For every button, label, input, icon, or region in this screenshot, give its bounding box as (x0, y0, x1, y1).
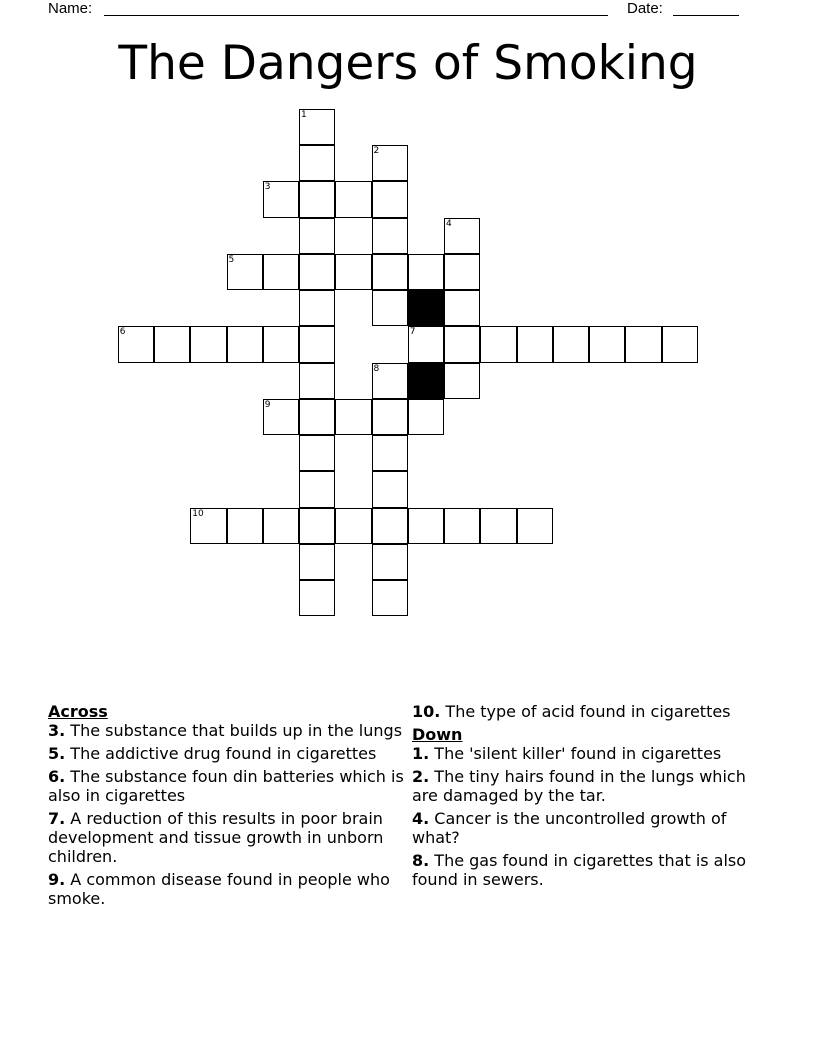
clue-item (48, 721, 408, 740)
grid-cell[interactable] (299, 290, 335, 326)
grid-cell[interactable] (299, 435, 335, 471)
clue-item (412, 809, 762, 847)
grid-cell[interactable] (408, 399, 444, 435)
grid-cell[interactable] (408, 326, 444, 362)
clue-item-number: 1. (412, 744, 430, 763)
date-label: Date: (627, 0, 663, 17)
grid-cell[interactable] (335, 399, 371, 435)
clue-number: 10 (192, 508, 204, 519)
black-square (408, 290, 444, 326)
clue-item-text: Cancer is the uncontrolled growth of what? (412, 809, 727, 847)
grid-cell[interactable] (480, 326, 516, 362)
clue-item (412, 767, 762, 805)
clue-item (412, 702, 762, 721)
grid-cell[interactable] (299, 363, 335, 399)
across-heading: Across (48, 702, 108, 721)
grid-cell[interactable] (299, 580, 335, 616)
grid-cell[interactable] (444, 508, 480, 544)
grid-cell[interactable] (589, 326, 625, 362)
grid-cell[interactable] (263, 508, 299, 544)
down-heading: Down (412, 725, 463, 744)
clue-item-text: The gas found in cigarettes that is also found in sewers. (412, 851, 747, 889)
grid-cell[interactable] (625, 326, 661, 362)
grid-cell[interactable] (444, 218, 480, 254)
grid-cell[interactable] (517, 508, 553, 544)
clue-item-text: The type of acid found in cigarettes (440, 702, 731, 721)
grid-cell[interactable] (299, 508, 335, 544)
grid-cell[interactable] (299, 254, 335, 290)
clue-item (412, 851, 762, 889)
grid-cell[interactable] (263, 399, 299, 435)
grid-cell[interactable] (372, 290, 408, 326)
grid-cell[interactable] (299, 218, 335, 254)
clue-number: 9 (264, 399, 271, 410)
grid-cell[interactable] (372, 145, 408, 181)
grid-cell[interactable] (662, 326, 698, 362)
clue-item-number: 9. (48, 870, 66, 889)
clue-item (48, 744, 408, 763)
grid-cell[interactable] (118, 326, 154, 362)
clue-item-number: 2. (412, 767, 430, 786)
grid-cell[interactable] (335, 508, 371, 544)
grid-cell[interactable] (190, 508, 226, 544)
grid-cell[interactable] (299, 544, 335, 580)
grid-cell[interactable] (372, 471, 408, 507)
clue-item (48, 767, 408, 805)
down-clue-list (412, 744, 762, 889)
clue-number: 6 (119, 327, 126, 338)
clue-item (48, 809, 408, 866)
grid-cell[interactable] (299, 399, 335, 435)
clue-number: 8 (373, 363, 380, 374)
grid-cell[interactable] (480, 508, 516, 544)
grid-cell[interactable] (227, 508, 263, 544)
grid-cell[interactable] (299, 145, 335, 181)
clue-item-text: The substance that builds up in the lungs (65, 721, 403, 740)
down-clues (412, 702, 762, 893)
grid-cell[interactable] (154, 326, 190, 362)
grid-cell[interactable] (299, 471, 335, 507)
grid-cell[interactable] (372, 399, 408, 435)
clue-number: 3 (264, 182, 271, 193)
clue-item-text: The tiny hairs found in the lungs which are damaged by the tar. (412, 767, 746, 805)
grid-cell[interactable] (372, 435, 408, 471)
clue-item-text: The addictive drug found in cigarettes (65, 744, 377, 763)
across-clue-list (48, 721, 408, 908)
grid-cell[interactable] (372, 218, 408, 254)
clue-number: 7 (409, 327, 416, 338)
grid-cell[interactable] (444, 326, 480, 362)
across-clue-list-continued (412, 702, 762, 721)
clue-item-text: The substance foun din batteries which is also in cigarettes (48, 767, 404, 805)
grid-cell[interactable] (372, 363, 408, 399)
clue-item-number: 7. (48, 809, 66, 828)
grid-cell[interactable] (335, 181, 371, 217)
clue-item-number: 4. (412, 809, 430, 828)
grid-cell[interactable] (408, 254, 444, 290)
black-square (408, 363, 444, 399)
grid-cell[interactable] (372, 508, 408, 544)
grid-cell[interactable] (372, 254, 408, 290)
clue-item-number: 10. (412, 702, 441, 721)
grid-cell[interactable] (372, 580, 408, 616)
clue-item (412, 744, 762, 763)
clue-item (48, 870, 408, 908)
name-label: Name: (48, 0, 93, 17)
clue-item-text: A common disease found in people who smoke. (48, 870, 390, 908)
grid-cell[interactable] (190, 326, 226, 362)
across-clues (48, 702, 408, 912)
clue-item-text: A reduction of this results in poor brain development and tissue growth in unborn children. (48, 809, 384, 866)
grid-cell[interactable] (299, 181, 335, 217)
clue-item-number: 8. (412, 851, 430, 870)
grid-cell[interactable] (553, 326, 589, 362)
clue-item-number: 3. (48, 721, 66, 740)
grid-cell[interactable] (408, 508, 444, 544)
grid-cell[interactable] (263, 181, 299, 217)
clue-item-text: The 'silent killer' found in cigarettes (429, 744, 722, 763)
grid-cell[interactable] (372, 544, 408, 580)
grid-cell[interactable] (444, 290, 480, 326)
clue-item-number: 6. (48, 767, 66, 786)
page-title: The Dangers of Smoking (118, 36, 698, 91)
grid-cell[interactable] (299, 326, 335, 362)
clue-number: 2 (373, 146, 380, 156)
grid-cell[interactable] (227, 254, 263, 290)
clue-number: 4 (446, 218, 452, 229)
grid-cell[interactable] (299, 109, 335, 145)
grid-cell[interactable] (263, 254, 299, 290)
grid-cell[interactable] (444, 254, 480, 290)
grid-cell[interactable] (517, 326, 553, 362)
clue-number: 1 (301, 109, 307, 120)
grid-cell[interactable] (444, 363, 480, 399)
grid-cell[interactable] (227, 326, 263, 362)
grid-cell[interactable] (372, 181, 408, 217)
grid-cell[interactable] (263, 326, 299, 362)
clue-item-number: 5. (48, 744, 66, 763)
clue-number: 5 (228, 254, 235, 265)
grid-cell[interactable] (335, 254, 371, 290)
